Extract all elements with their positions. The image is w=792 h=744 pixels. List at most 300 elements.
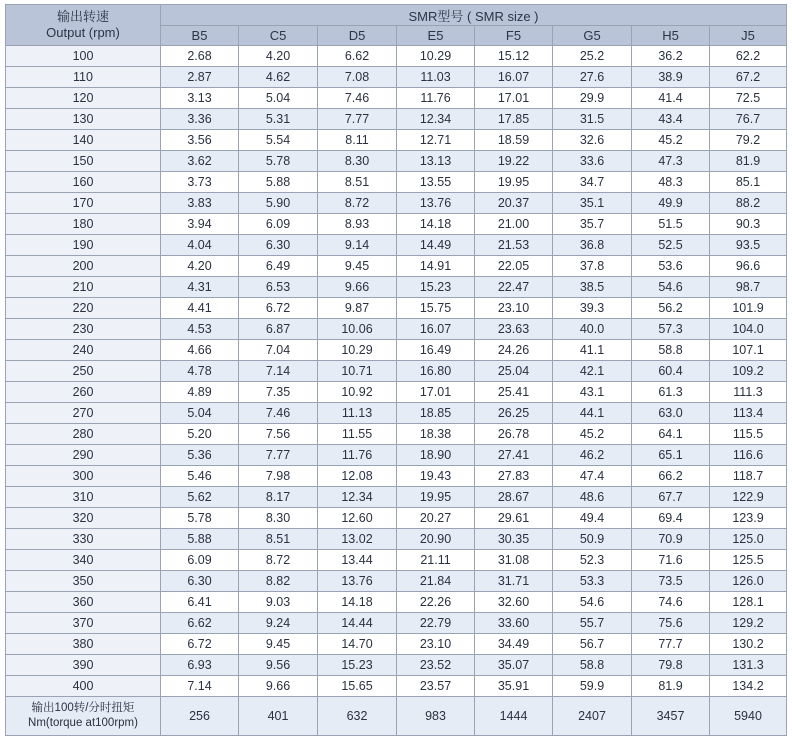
table-body [6, 46, 787, 697]
value-cell: 50.9 [553, 529, 632, 550]
value-cell: 26.25 [475, 403, 553, 424]
value-cell: 59.9 [553, 676, 632, 697]
torque-value-cell: 983 [397, 697, 475, 736]
rpm-cell: 380 [6, 634, 161, 655]
value-cell: 3.62 [161, 151, 239, 172]
value-cell: 16.80 [397, 361, 475, 382]
value-cell: 41.1 [553, 340, 632, 361]
value-cell: 113.4 [710, 403, 787, 424]
value-cell: 10.29 [397, 46, 475, 67]
table-row [6, 172, 787, 193]
rpm-cell: 160 [6, 172, 161, 193]
value-cell: 6.30 [239, 235, 318, 256]
table-row [6, 445, 787, 466]
value-cell: 32.6 [553, 130, 632, 151]
value-cell: 6.49 [239, 256, 318, 277]
value-cell: 125.0 [710, 529, 787, 550]
value-cell: 11.76 [318, 445, 397, 466]
value-cell: 52.3 [553, 550, 632, 571]
column-header-h5: H5 [632, 26, 710, 46]
value-cell: 19.95 [397, 487, 475, 508]
value-cell: 5.31 [239, 109, 318, 130]
value-cell: 9.56 [239, 655, 318, 676]
value-cell: 58.8 [553, 655, 632, 676]
rpm-cell: 200 [6, 256, 161, 277]
value-cell: 8.51 [239, 529, 318, 550]
value-cell: 8.72 [318, 193, 397, 214]
value-cell: 20.37 [475, 193, 553, 214]
value-cell: 18.59 [475, 130, 553, 151]
value-cell: 56.7 [553, 634, 632, 655]
value-cell: 3.73 [161, 172, 239, 193]
rpm-cell: 210 [6, 277, 161, 298]
value-cell: 69.4 [632, 508, 710, 529]
value-cell: 9.66 [239, 676, 318, 697]
value-cell: 53.3 [553, 571, 632, 592]
value-cell: 17.01 [397, 382, 475, 403]
value-cell: 72.5 [710, 88, 787, 109]
value-cell: 3.36 [161, 109, 239, 130]
value-cell: 17.85 [475, 109, 553, 130]
smr-torque-table-container [5, 4, 786, 736]
value-cell: 96.6 [710, 256, 787, 277]
value-cell: 56.2 [632, 298, 710, 319]
value-cell: 47.3 [632, 151, 710, 172]
value-cell: 51.5 [632, 214, 710, 235]
value-cell: 19.43 [397, 466, 475, 487]
value-cell: 15.12 [475, 46, 553, 67]
rpm-cell: 150 [6, 151, 161, 172]
value-cell: 39.3 [553, 298, 632, 319]
column-header-f5: F5 [475, 26, 553, 46]
value-cell: 21.53 [475, 235, 553, 256]
torque-footer-row [6, 697, 787, 736]
value-cell: 111.3 [710, 382, 787, 403]
value-cell: 13.76 [318, 571, 397, 592]
value-cell: 32.60 [475, 592, 553, 613]
table-row [6, 151, 787, 172]
value-cell: 79.8 [632, 655, 710, 676]
value-cell: 85.1 [710, 172, 787, 193]
value-cell: 81.9 [632, 676, 710, 697]
value-cell: 134.2 [710, 676, 787, 697]
value-cell: 13.13 [397, 151, 475, 172]
value-cell: 123.9 [710, 508, 787, 529]
value-cell: 129.2 [710, 613, 787, 634]
value-cell: 8.72 [239, 550, 318, 571]
value-cell: 7.98 [239, 466, 318, 487]
value-cell: 126.0 [710, 571, 787, 592]
torque-value-cell: 5940 [710, 697, 787, 736]
value-cell: 122.9 [710, 487, 787, 508]
value-cell: 6.72 [239, 298, 318, 319]
value-cell: 52.5 [632, 235, 710, 256]
value-cell: 15.65 [318, 676, 397, 697]
value-cell: 33.6 [553, 151, 632, 172]
value-cell: 12.34 [397, 109, 475, 130]
value-cell: 14.18 [318, 592, 397, 613]
value-cell: 10.29 [318, 340, 397, 361]
value-cell: 53.6 [632, 256, 710, 277]
table-row [6, 256, 787, 277]
value-cell: 61.3 [632, 382, 710, 403]
value-cell: 54.6 [632, 277, 710, 298]
value-cell: 9.24 [239, 613, 318, 634]
value-cell: 71.6 [632, 550, 710, 571]
value-cell: 5.20 [161, 424, 239, 445]
value-cell: 14.44 [318, 613, 397, 634]
value-cell: 43.1 [553, 382, 632, 403]
table-row [6, 571, 787, 592]
value-cell: 25.04 [475, 361, 553, 382]
value-cell: 36.2 [632, 46, 710, 67]
value-cell: 12.71 [397, 130, 475, 151]
value-cell: 5.78 [239, 151, 318, 172]
rpm-cell: 330 [6, 529, 161, 550]
value-cell: 77.7 [632, 634, 710, 655]
value-cell: 6.09 [239, 214, 318, 235]
value-cell: 115.5 [710, 424, 787, 445]
table-row [6, 487, 787, 508]
table-row [6, 403, 787, 424]
value-cell: 35.7 [553, 214, 632, 235]
value-cell: 4.20 [239, 46, 318, 67]
column-header-j5: J5 [710, 26, 787, 46]
value-cell: 27.83 [475, 466, 553, 487]
value-cell: 58.8 [632, 340, 710, 361]
table-row [6, 382, 787, 403]
value-cell: 18.38 [397, 424, 475, 445]
value-cell: 7.04 [239, 340, 318, 361]
value-cell: 9.45 [318, 256, 397, 277]
smr-size-group-header: SMR型号 ( SMR size ) [161, 5, 787, 26]
value-cell: 23.10 [475, 298, 553, 319]
value-cell: 47.4 [553, 466, 632, 487]
value-cell: 7.77 [318, 109, 397, 130]
value-cell: 15.23 [397, 277, 475, 298]
value-cell: 16.49 [397, 340, 475, 361]
value-cell: 7.46 [239, 403, 318, 424]
value-cell: 35.1 [553, 193, 632, 214]
table-row [6, 88, 787, 109]
value-cell: 8.30 [318, 151, 397, 172]
value-cell: 38.5 [553, 277, 632, 298]
table-row [6, 634, 787, 655]
torque-value-cell: 3457 [632, 697, 710, 736]
value-cell: 8.51 [318, 172, 397, 193]
value-cell: 27.6 [553, 67, 632, 88]
value-cell: 35.07 [475, 655, 553, 676]
value-cell: 5.88 [239, 172, 318, 193]
value-cell: 5.88 [161, 529, 239, 550]
value-cell: 27.41 [475, 445, 553, 466]
value-cell: 5.36 [161, 445, 239, 466]
value-cell: 7.14 [239, 361, 318, 382]
column-header-g5: G5 [553, 26, 632, 46]
value-cell: 14.91 [397, 256, 475, 277]
table-row [6, 235, 787, 256]
value-cell: 17.01 [475, 88, 553, 109]
value-cell: 11.76 [397, 88, 475, 109]
value-cell: 13.02 [318, 529, 397, 550]
table-row [6, 298, 787, 319]
output-label-en: Output (rpm) [46, 25, 120, 40]
value-cell: 21.11 [397, 550, 475, 571]
value-cell: 11.13 [318, 403, 397, 424]
table-row [6, 319, 787, 340]
torque-value-cell: 2407 [553, 697, 632, 736]
value-cell: 34.7 [553, 172, 632, 193]
rpm-cell: 250 [6, 361, 161, 382]
value-cell: 15.75 [397, 298, 475, 319]
value-cell: 9.87 [318, 298, 397, 319]
value-cell: 3.56 [161, 130, 239, 151]
rpm-cell: 110 [6, 67, 161, 88]
table-row [6, 193, 787, 214]
value-cell: 73.5 [632, 571, 710, 592]
value-cell: 49.4 [553, 508, 632, 529]
value-cell: 101.9 [710, 298, 787, 319]
value-cell: 5.90 [239, 193, 318, 214]
value-cell: 37.8 [553, 256, 632, 277]
value-cell: 16.07 [475, 67, 553, 88]
value-cell: 12.34 [318, 487, 397, 508]
value-cell: 21.00 [475, 214, 553, 235]
value-cell: 29.61 [475, 508, 553, 529]
value-cell: 23.57 [397, 676, 475, 697]
value-cell: 6.72 [161, 634, 239, 655]
value-cell: 4.31 [161, 277, 239, 298]
torque-value-cell: 256 [161, 697, 239, 736]
value-cell: 4.04 [161, 235, 239, 256]
rpm-cell: 120 [6, 88, 161, 109]
rpm-cell: 400 [6, 676, 161, 697]
value-cell: 19.95 [475, 172, 553, 193]
value-cell: 24.26 [475, 340, 553, 361]
value-cell: 48.6 [553, 487, 632, 508]
torque-label-en: Nm(torque at100rpm) [28, 717, 138, 729]
value-cell: 12.60 [318, 508, 397, 529]
value-cell: 107.1 [710, 340, 787, 361]
value-cell: 7.77 [239, 445, 318, 466]
value-cell: 8.17 [239, 487, 318, 508]
value-cell: 22.26 [397, 592, 475, 613]
rpm-cell: 260 [6, 382, 161, 403]
value-cell: 45.2 [632, 130, 710, 151]
value-cell: 18.85 [397, 403, 475, 424]
value-cell: 3.94 [161, 214, 239, 235]
value-cell: 70.9 [632, 529, 710, 550]
value-cell: 6.41 [161, 592, 239, 613]
value-cell: 46.2 [553, 445, 632, 466]
value-cell: 4.78 [161, 361, 239, 382]
value-cell: 35.91 [475, 676, 553, 697]
value-cell: 6.93 [161, 655, 239, 676]
rpm-cell: 140 [6, 130, 161, 151]
value-cell: 43.4 [632, 109, 710, 130]
value-cell: 34.49 [475, 634, 553, 655]
value-cell: 5.54 [239, 130, 318, 151]
value-cell: 30.35 [475, 529, 553, 550]
column-header-d5: D5 [318, 26, 397, 46]
value-cell: 4.66 [161, 340, 239, 361]
output-label-cn: 输出转速 [56, 9, 109, 24]
value-cell: 6.62 [161, 613, 239, 634]
value-cell: 4.41 [161, 298, 239, 319]
torque-value-cell: 632 [318, 697, 397, 736]
table-row [6, 277, 787, 298]
value-cell: 67.2 [710, 67, 787, 88]
value-cell: 18.90 [397, 445, 475, 466]
value-cell: 4.62 [239, 67, 318, 88]
value-cell: 13.44 [318, 550, 397, 571]
rpm-cell: 350 [6, 571, 161, 592]
smr-torque-table [5, 4, 787, 736]
table-row [6, 109, 787, 130]
rpm-cell: 300 [6, 466, 161, 487]
rpm-cell: 280 [6, 424, 161, 445]
value-cell: 79.2 [710, 130, 787, 151]
value-cell: 28.67 [475, 487, 553, 508]
value-cell: 49.9 [632, 193, 710, 214]
rpm-cell: 370 [6, 613, 161, 634]
value-cell: 9.66 [318, 277, 397, 298]
header-row-group [6, 5, 787, 26]
value-cell: 90.3 [710, 214, 787, 235]
torque-label-cn: 输出100转/分时扭矩 [31, 702, 135, 714]
rpm-cell: 310 [6, 487, 161, 508]
value-cell: 11.55 [318, 424, 397, 445]
value-cell: 26.78 [475, 424, 553, 445]
rpm-cell: 390 [6, 655, 161, 676]
value-cell: 6.30 [161, 571, 239, 592]
table-row [6, 46, 787, 67]
value-cell: 31.08 [475, 550, 553, 571]
value-cell: 15.23 [318, 655, 397, 676]
rpm-cell: 180 [6, 214, 161, 235]
value-cell: 81.9 [710, 151, 787, 172]
table-row [6, 592, 787, 613]
value-cell: 76.7 [710, 109, 787, 130]
value-cell: 63.0 [632, 403, 710, 424]
value-cell: 16.07 [397, 319, 475, 340]
rpm-cell: 340 [6, 550, 161, 571]
value-cell: 14.70 [318, 634, 397, 655]
value-cell: 41.4 [632, 88, 710, 109]
table-row [6, 340, 787, 361]
value-cell: 66.2 [632, 466, 710, 487]
value-cell: 3.83 [161, 193, 239, 214]
value-cell: 6.53 [239, 277, 318, 298]
value-cell: 23.52 [397, 655, 475, 676]
value-cell: 60.4 [632, 361, 710, 382]
value-cell: 22.05 [475, 256, 553, 277]
value-cell: 9.03 [239, 592, 318, 613]
value-cell: 13.76 [397, 193, 475, 214]
value-cell: 7.46 [318, 88, 397, 109]
value-cell: 31.5 [553, 109, 632, 130]
value-cell: 54.6 [553, 592, 632, 613]
value-cell: 5.04 [161, 403, 239, 424]
rpm-cell: 240 [6, 340, 161, 361]
value-cell: 20.27 [397, 508, 475, 529]
table-row [6, 466, 787, 487]
value-cell: 93.5 [710, 235, 787, 256]
value-cell: 3.13 [161, 88, 239, 109]
value-cell: 21.84 [397, 571, 475, 592]
value-cell: 25.41 [475, 382, 553, 403]
value-cell: 5.62 [161, 487, 239, 508]
value-cell: 8.93 [318, 214, 397, 235]
value-cell: 23.63 [475, 319, 553, 340]
value-cell: 5.04 [239, 88, 318, 109]
value-cell: 44.1 [553, 403, 632, 424]
value-cell: 9.45 [239, 634, 318, 655]
value-cell: 118.7 [710, 466, 787, 487]
value-cell: 8.11 [318, 130, 397, 151]
value-cell: 4.89 [161, 382, 239, 403]
value-cell: 88.2 [710, 193, 787, 214]
value-cell: 14.49 [397, 235, 475, 256]
rpm-cell: 360 [6, 592, 161, 613]
rpm-cell: 230 [6, 319, 161, 340]
value-cell: 7.35 [239, 382, 318, 403]
value-cell: 11.03 [397, 67, 475, 88]
table-row [6, 361, 787, 382]
table-row [6, 508, 787, 529]
rpm-cell: 290 [6, 445, 161, 466]
value-cell: 7.08 [318, 67, 397, 88]
value-cell: 45.2 [553, 424, 632, 445]
rpm-cell: 190 [6, 235, 161, 256]
value-cell: 67.7 [632, 487, 710, 508]
rpm-cell: 320 [6, 508, 161, 529]
value-cell: 4.20 [161, 256, 239, 277]
value-cell: 9.14 [318, 235, 397, 256]
torque-value-cell: 1444 [475, 697, 553, 736]
value-cell: 40.0 [553, 319, 632, 340]
value-cell: 6.09 [161, 550, 239, 571]
rpm-cell: 130 [6, 109, 161, 130]
value-cell: 13.55 [397, 172, 475, 193]
table-row [6, 550, 787, 571]
value-cell: 74.6 [632, 592, 710, 613]
value-cell: 33.60 [475, 613, 553, 634]
value-cell: 62.2 [710, 46, 787, 67]
value-cell: 2.87 [161, 67, 239, 88]
value-cell: 5.78 [161, 508, 239, 529]
torque-footer-label [6, 697, 161, 736]
value-cell: 31.71 [475, 571, 553, 592]
value-cell: 131.3 [710, 655, 787, 676]
value-cell: 7.14 [161, 676, 239, 697]
table-row [6, 529, 787, 550]
value-cell: 75.6 [632, 613, 710, 634]
value-cell: 48.3 [632, 172, 710, 193]
output-rpm-header [6, 5, 161, 46]
value-cell: 5.46 [161, 466, 239, 487]
value-cell: 109.2 [710, 361, 787, 382]
value-cell: 38.9 [632, 67, 710, 88]
value-cell: 19.22 [475, 151, 553, 172]
value-cell: 10.92 [318, 382, 397, 403]
value-cell: 7.56 [239, 424, 318, 445]
value-cell: 130.2 [710, 634, 787, 655]
value-cell: 2.68 [161, 46, 239, 67]
value-cell: 104.0 [710, 319, 787, 340]
value-cell: 23.10 [397, 634, 475, 655]
value-cell: 8.82 [239, 571, 318, 592]
